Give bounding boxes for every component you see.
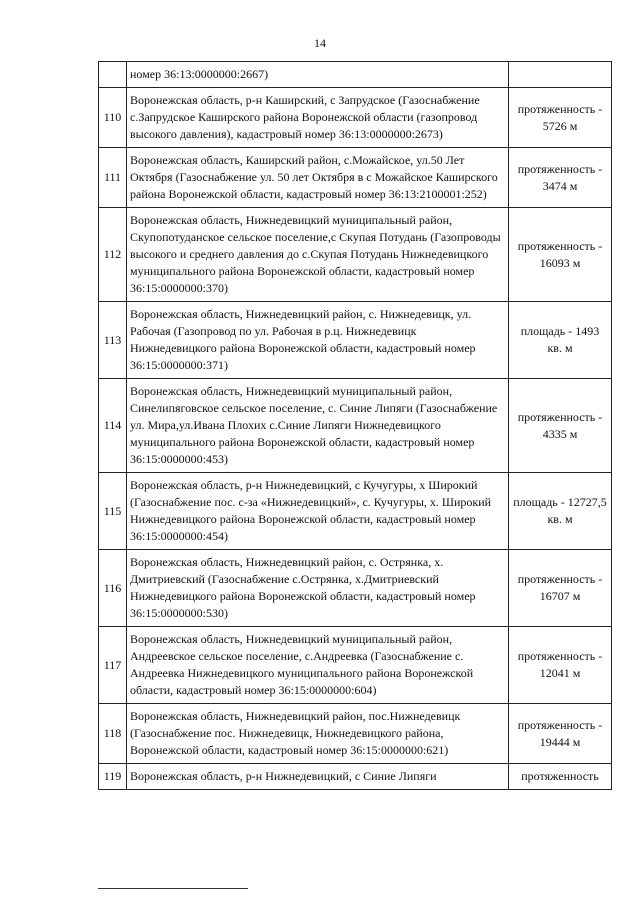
row-number: 111 bbox=[99, 148, 127, 208]
row-number: 115 bbox=[99, 473, 127, 550]
row-measurement: протяженность - 19444 м bbox=[509, 704, 612, 764]
row-number bbox=[99, 62, 127, 88]
row-number: 118 bbox=[99, 704, 127, 764]
row-number: 113 bbox=[99, 302, 127, 379]
row-description: Воронежская область, Каширский район, с.Можайское, ул.50 Лет Октября (Газоснабжение ул. 50 лет Октября в с Можайское Каширского района Воронежской области, кадастровый номер 36:13:2100001:252) bbox=[127, 148, 509, 208]
property-table bbox=[98, 61, 612, 790]
row-description: Воронежская область, Нижнедевицкий муниципальный район, Синелипяговское сельское поселение, с. Синие Липяги (Газоснабжение ул. Мира,ул.Ивана Плохих с.Синие Липяги Нижнедевицкого муниципального района Воронежской области, кадастровый номер 36:15:0000000:453) bbox=[127, 379, 509, 473]
row-measurement: протяженность - 12041 м bbox=[509, 627, 612, 704]
row-description: Воронежская область, Нижнедевицкий муниципальный район, Скупопотуданское сельское поселение,с Скупая Потудань (Газопроводы высокого и среднего давления до с.Скупая Потудань Нижнедевицкого муниципального района Воронежской области, кадастровый номер 36:15:0000000:370) bbox=[127, 208, 509, 302]
row-description: Воронежская область, Нижнедевицкий район, с. Острянка, х. Дмитриевский (Газоснабжение с.Острянка, х.Дмитриевский Нижнедевицкого района Воронежской области, кадастровый номер 36:15:0000000:530) bbox=[127, 550, 509, 627]
row-measurement: площадь - 1493 кв. м bbox=[509, 302, 612, 379]
table-row bbox=[99, 764, 612, 790]
row-description: Воронежская область, Нижнедевицкий район, пос.Нижнедевицк (Газоснабжение пос. Нижнедевицк, Нижнедевицкого района, Воронежской области, кадастровый номер 36:15:0000000:621) bbox=[127, 704, 509, 764]
row-measurement: протяженность bbox=[509, 764, 612, 790]
table-row bbox=[99, 302, 612, 379]
table-row bbox=[99, 62, 612, 88]
row-description: Воронежская область, Нижнедевицкий муниципальный район, Андреевское сельское поселение, с.Андреевка (Газоснабжение с. Андреевка Нижнедевицкого муниципального района Воронежской области, кадастровый номер 36:15:0000000:604) bbox=[127, 627, 509, 704]
row-measurement bbox=[509, 62, 612, 88]
row-number: 117 bbox=[99, 627, 127, 704]
row-description: номер 36:13:0000000:2667) bbox=[127, 62, 509, 88]
row-description: Воронежская область, р-н Нижнедевицкий, с Кучугуры, х Широкий (Газоснабжение пос. с-за «Нижнедевицкий», с. Кучугуры, х. Широкий Нижнедевицкого района Воронежской области, кадастровый номер 36:15:0000000:454) bbox=[127, 473, 509, 550]
row-description: Воронежская область, р-н Нижнедевицкий, с Синие Липяги bbox=[127, 764, 509, 790]
table-row bbox=[99, 379, 612, 473]
page-number: 14 bbox=[314, 36, 326, 50]
footnote-divider bbox=[98, 888, 248, 889]
table-row bbox=[99, 550, 612, 627]
row-measurement: площадь - 12727,5 кв. м bbox=[509, 473, 612, 550]
row-number: 114 bbox=[99, 379, 127, 473]
row-number: 112 bbox=[99, 208, 127, 302]
row-description: Воронежская область, Нижнедевицкий район, с. Нижнедевицк, ул. Рабочая (Газопровод по ул. Рабочая в р.ц. Нижнедевицк Нижнедевицкого района Воронежской области, кадастровый номер 36:15:0000000:371) bbox=[127, 302, 509, 379]
table-row bbox=[99, 208, 612, 302]
table-row bbox=[99, 148, 612, 208]
row-number: 116 bbox=[99, 550, 127, 627]
row-measurement: протяженность - 16093 м bbox=[509, 208, 612, 302]
row-number: 119 bbox=[99, 764, 127, 790]
table-row bbox=[99, 473, 612, 550]
table-row bbox=[99, 627, 612, 704]
row-measurement: протяженность - 3474 м bbox=[509, 148, 612, 208]
row-description: Воронежская область, р-н Каширский, с Запрудское (Газоснабжение с.Запрудское Каширского района Воронежской области (газопровод высокого давления), кадастровый номер 36:13:0000000:2673) bbox=[127, 88, 509, 148]
row-measurement: протяженность - 5726 м bbox=[509, 88, 612, 148]
table-row bbox=[99, 88, 612, 148]
row-number: 110 bbox=[99, 88, 127, 148]
table-row bbox=[99, 704, 612, 764]
row-measurement: протяженность - 4335 м bbox=[509, 379, 612, 473]
row-measurement: протяженность - 16707 м bbox=[509, 550, 612, 627]
